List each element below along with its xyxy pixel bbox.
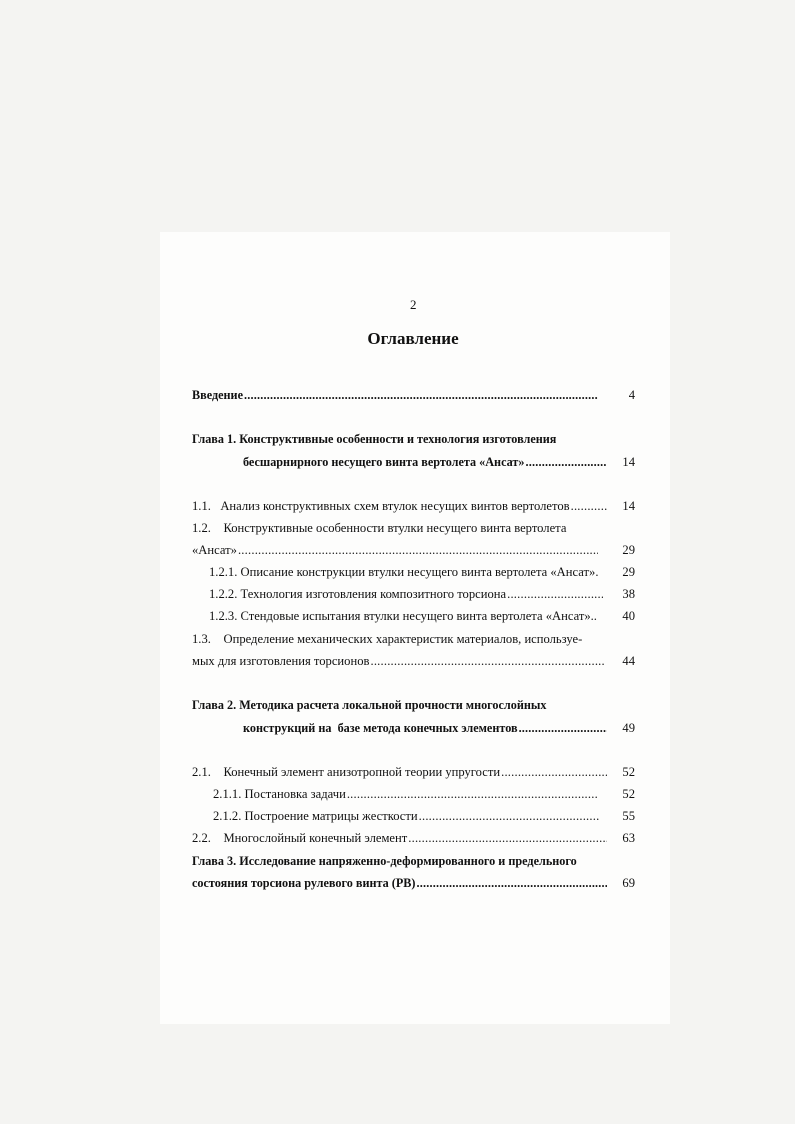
toc-section-1-2-3[interactable] — [209, 609, 607, 627]
toc-section-1-2-1[interactable] — [209, 565, 607, 583]
toc-section-1-2-continuation[interactable] — [192, 543, 598, 561]
toc-page-number: 52 — [622, 765, 635, 779]
toc-page-number: 4 — [628, 388, 635, 402]
toc-section-1-1[interactable] — [192, 499, 607, 517]
toc-chapter-3-heading[interactable] — [192, 854, 607, 872]
toc-entry-text: Глава 3. Исследование напряженно-деформированного и предельного — [192, 854, 577, 868]
toc-entry-text: 1.2.3. Стендовые испытания втулки несущего винта вертолета «Ансат».. — [209, 609, 597, 623]
toc-page-number: 52 — [622, 787, 635, 801]
toc-entry-text: 1.2. Конструктивные особенности втулки несущего винта вертолета — [192, 521, 567, 535]
toc-section-2-2[interactable] — [192, 831, 607, 849]
toc-chapter-2-continuation[interactable] — [243, 721, 607, 739]
toc-chapter-1-heading[interactable] — [192, 432, 607, 450]
toc-entry-text: 1.1. Анализ конструктивных схем втулок несущих винтов вертолетов — [192, 499, 570, 513]
toc-entry-text: 2.2. Многослойный конечный элемент — [192, 831, 408, 845]
page-title: Оглавление — [367, 329, 459, 348]
page-sheet — [160, 232, 670, 1024]
toc-entry-text: бесшарнирного несущего винта вертолета «Ансат» — [243, 455, 525, 469]
toc-section-2-1-2[interactable] — [213, 809, 600, 827]
toc-page-number: 14 — [622, 455, 635, 469]
toc-entry-intro[interactable] — [192, 388, 598, 406]
toc-entry-text: 1.2.2. Технология изготовления композитного торсиона — [209, 587, 507, 601]
toc-page-number: 49 — [622, 721, 635, 735]
toc-section-1-2[interactable] — [192, 521, 607, 539]
toc-page-number: 29 — [622, 543, 635, 557]
toc-page-number: 29 — [622, 565, 635, 579]
toc-chapter-3-continuation[interactable] — [192, 876, 607, 894]
toc-chapter-2-heading[interactable] — [192, 698, 607, 716]
toc-section-1-3-continuation[interactable] — [192, 654, 604, 672]
toc-entry-text: 2.1.2. Построение матрицы жесткости — [213, 809, 418, 823]
toc-entry-text: 1.3. Определение механических характеристик материалов, используе- — [192, 632, 583, 646]
toc-page-number: 38 — [622, 587, 635, 601]
toc-page-number: 63 — [622, 831, 635, 845]
toc-entry-text: Введение — [192, 388, 243, 402]
toc-page-number: 40 — [622, 609, 635, 623]
toc-page-number: 55 — [622, 809, 635, 823]
toc-entry-text: «Ансат» — [192, 543, 237, 557]
toc-entry-text: 2.1.1. Постановка задачи — [213, 787, 346, 801]
toc-entry-text: 2.1. Конечный элемент анизотропной теории упругости — [192, 765, 501, 779]
toc-page-number: 14 — [622, 499, 635, 513]
toc-entry-text: конструкций на базе метода конечных элементов — [243, 721, 518, 735]
toc-section-2-1[interactable] — [192, 765, 607, 783]
toc-entry-text: Глава 1. Конструктивные особенности и технология изготовления — [192, 432, 557, 446]
toc-section-1-2-2[interactable] — [209, 587, 603, 605]
toc-page-number: 69 — [622, 876, 635, 890]
toc-section-1-3[interactable] — [192, 632, 607, 650]
toc-page-number: 44 — [622, 654, 635, 668]
toc-entry-text: состояния торсиона рулевого винта (РВ) — [192, 876, 416, 890]
toc-entry-text: мых для изготовления торсионов — [192, 654, 370, 668]
toc-entry-text: Глава 2. Методика расчета локальной прочности многослойных — [192, 698, 547, 712]
toc-entry-text: 1.2.1. Описание конструкции втулки несущего винта вертолета «Ансат». — [209, 565, 599, 579]
toc-chapter-1-continuation[interactable] — [243, 455, 607, 473]
toc-section-2-1-1[interactable] — [213, 787, 598, 805]
page-number: 2 — [410, 297, 417, 312]
